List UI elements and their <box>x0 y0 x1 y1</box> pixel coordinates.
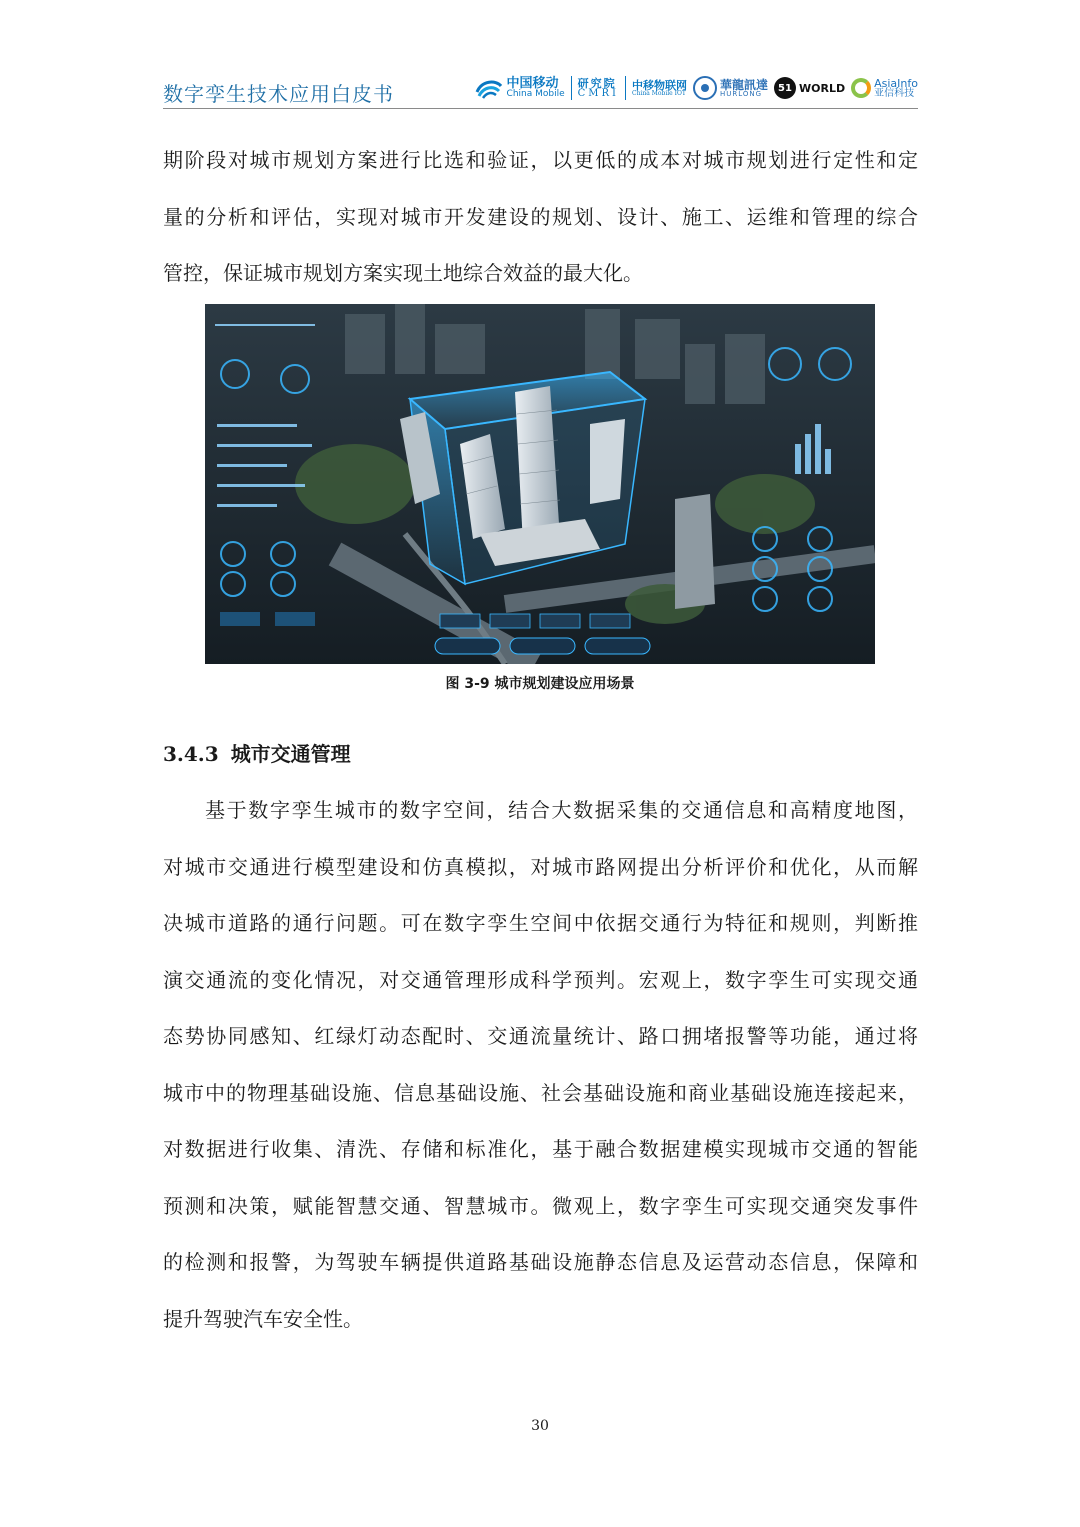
china-mobile-logo <box>474 76 565 100</box>
cm-iot-logo <box>632 80 687 97</box>
section-heading <box>163 738 351 767</box>
header-title: 数字孪生技术应用白皮书 <box>163 82 394 106</box>
text-line: 管控，保证城市规划方案实现土地综合效益的最大化。 <box>163 261 643 285</box>
china-mobile-cn: 中国移动 <box>506 76 559 91</box>
text-line: 预测和决策，赋能智慧交通、智慧城市。微观上，数字孪生可实现交通突发事件 <box>163 1193 918 1218</box>
hurlong-cn: 華龍訊達 <box>720 77 769 92</box>
paragraph-traffic-management <box>163 782 918 1347</box>
text-line: 态势协同感知、红绿灯动态配时、交通流量统计、路口拥堵报警等功能，通过将 <box>163 1024 918 1048</box>
hurlong-en: HURLONG <box>720 89 763 98</box>
figure-caption: 图 3-9 城市规划建设应用场景 <box>445 676 635 692</box>
asiainfo-en: AsiaInfo <box>874 76 918 90</box>
cmri-cn: 研究院 <box>577 76 617 90</box>
asiainfo-logo <box>851 78 918 99</box>
text-line: 基于数字孪生城市的数字空间，结合大数据采集的交通信息和高精度地图， <box>205 798 918 822</box>
text-line: 量的分析和评估，实现对城市开发建设的规划、设计、施工、运维和管理的综合 <box>163 204 918 229</box>
asiainfo-cn: 亚信科技 <box>874 87 915 99</box>
51world-mark: 51 <box>774 77 796 99</box>
city-planning-figure <box>205 304 875 664</box>
hurlong-mark-icon <box>693 76 717 100</box>
section-number: 3.4.3 <box>163 742 219 766</box>
text-line: 对城市交通进行模型建设和仿真模拟，对城市路网提出分析评价和优化，从而解 <box>163 854 918 879</box>
china-mobile-en: China Mobile <box>506 89 565 99</box>
page-header <box>163 64 918 108</box>
logo-divider <box>571 76 572 100</box>
city-planning-illustration <box>205 304 875 664</box>
text-line: 的检测和报警，为驾驶车辆提供道路基础设施静态信息及运营动态信息，保障和 <box>163 1250 918 1274</box>
text-line: 决城市道路的通行问题。可在数字孪生空间中依据交通行为特征和规则，判断推 <box>163 911 918 935</box>
51world-text: WORLD <box>799 81 846 95</box>
section-title: 城市交通管理 <box>230 742 351 766</box>
logo-divider <box>625 76 626 100</box>
page-number: 30 <box>531 1418 549 1434</box>
asiainfo-mark-icon <box>851 78 871 98</box>
51world-logo <box>774 77 845 99</box>
text-line: 城市中的物理基础设施、信息基础设施、社会基础设施和商业基础设施连接起来， <box>163 1080 918 1105</box>
partner-logos <box>474 72 918 104</box>
text-line: 提升驾驶汽车安全性。 <box>163 1306 363 1331</box>
china-mobile-mark-icon <box>474 76 504 100</box>
hurlong-logo <box>693 76 768 100</box>
cmri-logo <box>578 78 619 99</box>
text-line: 演交通流的变化情况，对交通管理形成科学预判。宏观上，数字孪生可实现交通 <box>163 967 918 992</box>
text-line: 对数据进行收集、清洗、存储和标准化，基于融合数据建模实现城市交通的智能 <box>163 1137 918 1161</box>
cm-iot-en: China Mobile IOT <box>632 89 686 97</box>
paragraph-planning-continued <box>163 132 918 302</box>
header-divider <box>163 108 918 109</box>
text-line: 期阶段对城市规划方案进行比选和验证，以更低的成本对城市规划进行定性和定 <box>163 148 918 172</box>
cm-iot-cn: 中移物联网 <box>632 78 687 92</box>
cmri-en: CMRI <box>577 87 619 99</box>
